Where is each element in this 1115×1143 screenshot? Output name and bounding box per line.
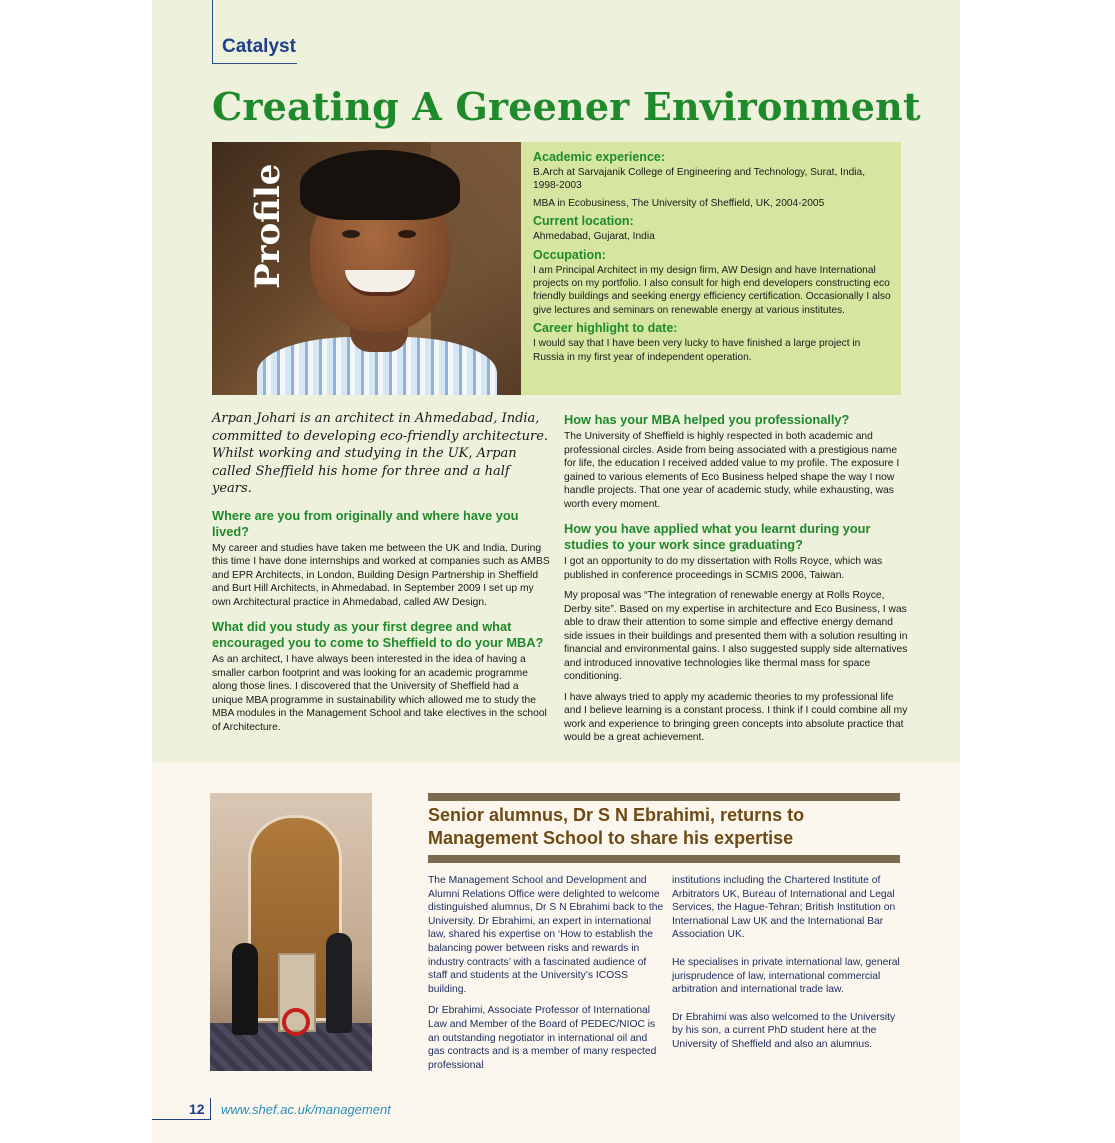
answer-text: I have always tried to apply my academic theories to my professional life and I believe learning is a constant process. I think if I could combine all my work and experience to bringing green concepts into absolute practice that would be a great achievement. (564, 691, 908, 743)
article-intro: Arpan Johari is an architect in Ahmedabad, India, committed to developing eco-friendly architecture. Whilst working and studying in the UK, Arpan called Sheffield his home for three and a half years. (212, 411, 549, 496)
article-left-column (212, 410, 552, 737)
answer-text: My proposal was “The integration of renewable energy at Rolls Royce, Derby site”. Based on my expertise in architecture and Eco Business, I was able to draw their attention to some simple and effective energy demand side issues in their buildings and presented them with a solution resulting in financial and environmental gains. I also suggested supply side alternatives and introduced innovative technologies like thermal mass for space conditioning. (564, 590, 908, 682)
footer-url-link[interactable]: www.shef.ac.uk/management (221, 1102, 391, 1117)
question-heading: Where are you from originally and where have you lived? (212, 507, 519, 539)
profile-info-box (521, 142, 901, 395)
answer-text: As an architect, I have always been interested in the idea of having a smaller carbon footprint and was looking for an academic programme along those lines. I discovered that the University of Sheffield had a unique MBA programme in sustainability which allowed me to study the MBA modules in the Management School and take electives in the school of Architecture. (212, 654, 547, 733)
alumnus-paragraph: Dr Ebrahimi was also welcomed to the University by his son, a current PhD student here at the University of Sheffield and also an alumnus. (672, 1011, 896, 1050)
header-rule (212, 0, 213, 64)
footer-rule (210, 1098, 211, 1120)
headline-rule-bottom (428, 855, 900, 863)
occupation-text: I am Principal Architect in my design firm, AW Design and have International projects on my portfolio. I also consult for high end developers constructing eco friendly buildings and seeking energy efficiency certification. Occasionally I also give lectures and seminars on renewable energy at various institutes. (533, 264, 891, 316)
page-title: Creating A Greener Environment (212, 84, 921, 129)
magazine-page (152, 0, 960, 1143)
answer-text: I got an opportunity to do my dissertation with Rolls Royce, which was published in conference proceedings in SCMIS 2006, Taiwan. (564, 556, 883, 581)
page-number: 12 (189, 1101, 205, 1117)
academic-line-1: B.Arch at Sarvajanik College of Engineering and Technology, Surat, India, 1998-2003 (533, 167, 866, 192)
alumnus-photo (210, 793, 372, 1071)
answer-text: The University of Sheffield is highly respected in both academic and professional circles. Aside from being associated with a prestigious name for life, the education I received added value to my profile. The exposure I gained to various elements of Eco Business helped shape the way I now handle projects. That one year of academic study, while exhausting, was worth every moment. (564, 431, 900, 510)
occupation-heading: Occupation: (533, 247, 606, 262)
location-heading: Current location: (533, 214, 634, 229)
alumnus-column-2 (672, 874, 902, 1060)
footer-underline (152, 1119, 211, 1120)
location-text: Ahmedabad, Gujarat, India (533, 231, 655, 243)
alumnus-paragraph: institutions including the Chartered Institute of Arbitrators UK, Bureau of International and Legal Services, the Hague-Tehran; British Institution on International Law UK and the International Bar Association UK. (672, 875, 896, 941)
article-right-column (564, 410, 909, 748)
alumnus-headline: Senior alumnus, Dr S N Ebrahimi, returns to Management School to share his expertise (428, 805, 805, 848)
profile-label: Profile (248, 163, 288, 289)
question-heading: What did you study as your first degree and what encouraged you to come to Sheffield to do your MBA? (212, 619, 544, 650)
career-highlight-text: I would say that I have been very lucky to have finished a large project in Russia in my first year of independent operation. (533, 338, 861, 363)
alumnus-paragraph: He specialises in private international law, general jurisprudence of law, international commercial arbitration and international trade law. (672, 956, 900, 996)
academic-line-2: MBA in Ecobusiness, The University of Sheffield, UK, 2004-2005 (533, 197, 825, 209)
alumnus-column-1 (428, 874, 664, 1080)
question-heading: How has your MBA helped you professionally? (564, 412, 850, 427)
academic-heading: Academic experience: (533, 150, 666, 164)
headline-rule-top (428, 793, 900, 801)
alumnus-paragraph: Dr Ebrahimi, Associate Professor of International Law and Member of the Board of PEDEC/NIOC is an outstanding negotiator in international oil and gas contracts and is a member of many respected professional (428, 1005, 657, 1071)
career-highlight-heading: Career highlight to date: (533, 321, 678, 336)
answer-text: My career and studies have taken me between the UK and India. During this time I have done internships and worked at companies such as AMBS and EPR Architects, in London, Building Design Partnership in Sheffield and Burt Hill Architects, in Ahmedabad. In September 2009 I set up my own Architectural practice in Ahmedabad, called AW Design. (212, 542, 550, 608)
section-label: Catalyst (222, 36, 296, 57)
profile-photo (212, 142, 521, 395)
question-heading: How you have applied what you learnt during your studies to your work since graduating? (564, 521, 871, 552)
alumnus-paragraph: The Management School and Development and Alumni Relations Office were delighted to welcome distinguished alumnus, Dr S N Ebrahimi back to the University. Dr Ebrahimi, an expert in international law, shared his expertise on ‘How to establish the balancing power between risks and rewards in industry contracts’ with a fascinated audience of staff and students at the University’s ICOSS building. (428, 875, 664, 995)
header-underline (212, 63, 297, 64)
